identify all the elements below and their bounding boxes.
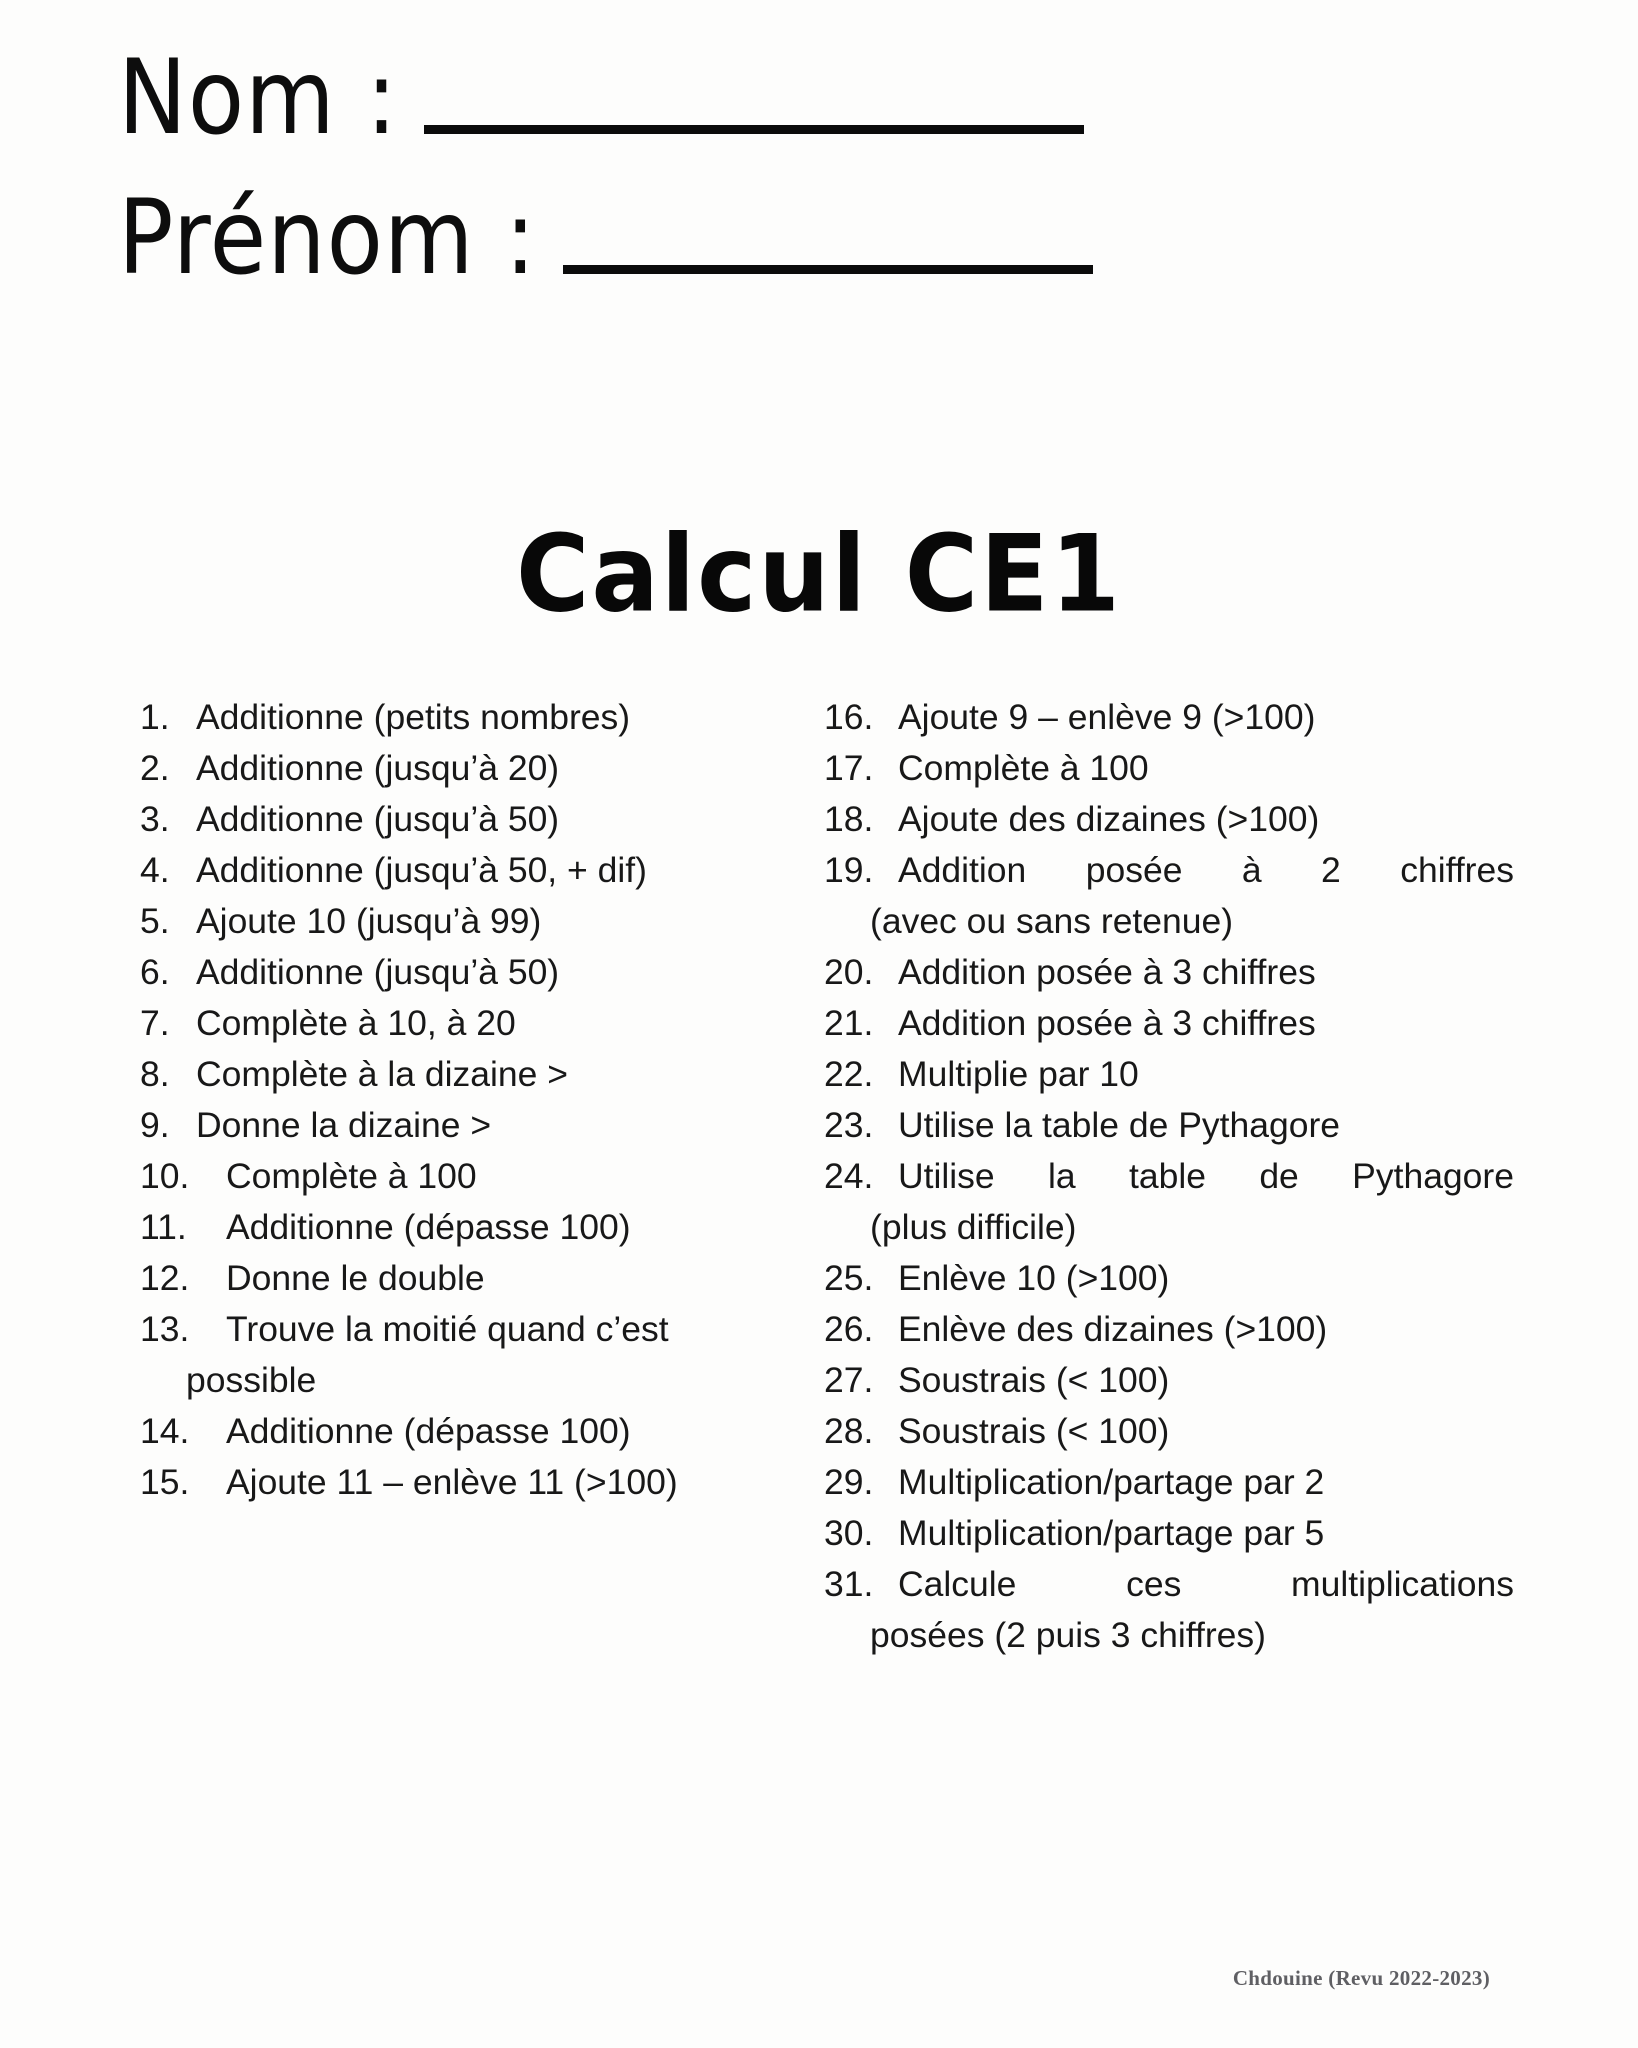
list-item-number: 29. [824,1462,874,1502]
list-item-number: 8. [140,1054,170,1094]
field-row-prenom [118,178,1093,298]
list-item-label: Complète à la dizaine > [196,1054,568,1094]
list-item-label: Ajoute des dizaines (>100) [898,799,1320,839]
list-item-number: 11. [140,1207,187,1247]
list-item [140,952,800,992]
list-item-number: 28. [824,1411,874,1451]
list-item-label: Complète à 10, à 20 [196,1003,516,1043]
list-item-label: Ajoute 10 (jusqu’à 99) [196,901,542,941]
list-item [824,1309,1514,1349]
list-item-label: Calcule ces multiplications [898,1564,1514,1604]
list-item-number: 4. [140,850,170,890]
list-item-number: 2. [140,748,170,788]
list-item-label: Ajoute 11 – enlève 11 (>100) [226,1462,678,1502]
list-item-label: Utilise la table de Pythagore [898,1156,1514,1196]
nom-label: Nom : [118,38,398,158]
list-item [824,952,1514,992]
list-item-label: Soustrais (< 100) [898,1411,1170,1451]
list-item-continuation: posées (2 puis 3 chiffres) [870,1615,1266,1655]
list-item [824,1462,1514,1502]
list-item [140,1054,800,1094]
list-item [824,748,1514,788]
list-item-number: 31. [824,1564,874,1604]
list-item [140,697,800,737]
field-row-nom [118,38,1084,158]
list-item [140,1411,800,1451]
list-item-label: Donne la dizaine > [196,1105,492,1145]
list-item [824,1258,1514,1298]
list-item [824,1054,1514,1094]
list-item-label: Addition posée à 3 chiffres [898,1003,1316,1043]
list-item-label: Additionne (dépasse 100) [226,1207,631,1247]
prenom-label: Prénom : [118,178,537,298]
list-item-label: Multiplication/partage par 5 [898,1513,1325,1553]
list-item-label: Multiplication/partage par 2 [898,1462,1325,1502]
list-item-label: Soustrais (< 100) [898,1360,1170,1400]
list-item-number: 24. [824,1156,874,1196]
list-item [824,1003,1514,1043]
list-item [140,799,800,839]
list-item [824,799,1514,839]
list-item-label: Enlève des dizaines (>100) [898,1309,1328,1349]
list-item-number: 21. [824,1003,874,1043]
list-item-number: 19. [824,850,874,890]
list-item-number: 9. [140,1105,170,1145]
list-item [824,697,1514,737]
list-item [140,1258,800,1298]
list-item [824,1105,1514,1145]
list-item-number: 17. [824,748,874,788]
list-item-number: 27. [824,1360,874,1400]
list-item-label: Ajoute 9 – enlève 9 (>100) [898,697,1316,737]
list-item-number: 12. [140,1258,190,1298]
list-item-label: Additionne (jusqu’à 50) [196,799,560,839]
list-item-label: Additionne (jusqu’à 50, + dif) [196,850,647,890]
list-item [140,850,800,890]
list-item-number: 18. [824,799,874,839]
list-item [824,1564,1514,1604]
list-item-label: Enlève 10 (>100) [898,1258,1170,1298]
list-item-number: 16. [824,697,874,737]
list-item-label: Additionne (petits nombres) [196,697,631,737]
list-item-number: 10. [140,1156,190,1196]
list-item [140,748,800,788]
list-item [140,1156,800,1196]
list-item-label: Utilise la table de Pythagore [898,1105,1341,1145]
list-item [824,850,1514,890]
competency-list [140,697,1520,1669]
list-item-number: 7. [140,1003,170,1043]
competency-column-left [140,697,800,1516]
list-item-label: Additionne (dépasse 100) [226,1411,631,1451]
list-item-label: Donne le double [226,1258,485,1298]
list-item-label: Complète à 100 [226,1156,477,1196]
nom-write-line[interactable] [424,125,1084,134]
list-item-label: Addition posée à 3 chiffres [898,952,1316,992]
list-item-number: 20. [824,952,874,992]
list-item-label: Trouve la moitié quand c’est [226,1309,669,1349]
page-title: Calcul CE1 [516,512,1122,637]
list-item-label: Additionne (jusqu’à 50) [196,952,560,992]
list-item-number: 26. [824,1309,874,1349]
list-item-number: 5. [140,901,170,941]
list-item [140,1309,800,1349]
list-item-label: Complète à 100 [898,748,1149,788]
list-item-continuation: possible [186,1360,317,1400]
list-item-number: 15. [140,1462,190,1502]
competency-column-right [824,697,1514,1669]
list-item [824,1156,1514,1196]
list-item-label: Additionne (jusqu’à 20) [196,748,560,788]
list-item-continuation: (plus difficile) [870,1207,1077,1247]
list-item-number: 13. [140,1309,190,1349]
footer-credit: Chdouine (Revu 2022-2023) [1232,1966,1490,1990]
list-item-number: 6. [140,952,170,992]
list-item-number: 25. [824,1258,874,1298]
list-item-number: 1. [140,697,170,737]
list-item-number: 30. [824,1513,874,1553]
list-item-label: Multiplie par 10 [898,1054,1139,1094]
list-item-number: 14. [140,1411,190,1451]
list-item [824,1513,1514,1553]
list-item-number: 22. [824,1054,874,1094]
list-item-number: 23. [824,1105,874,1145]
list-item [824,1411,1514,1451]
list-item [140,1003,800,1043]
list-item [140,901,800,941]
list-item-continuation: (avec ou sans retenue) [870,901,1234,941]
list-item-label: Addition posée à 2 chiffres [898,850,1514,890]
list-item [140,1462,800,1502]
list-item [824,1360,1514,1400]
prenom-write-line[interactable] [563,265,1093,274]
list-item-number: 3. [140,799,170,839]
list-item [140,1207,800,1247]
list-item [140,1105,800,1145]
